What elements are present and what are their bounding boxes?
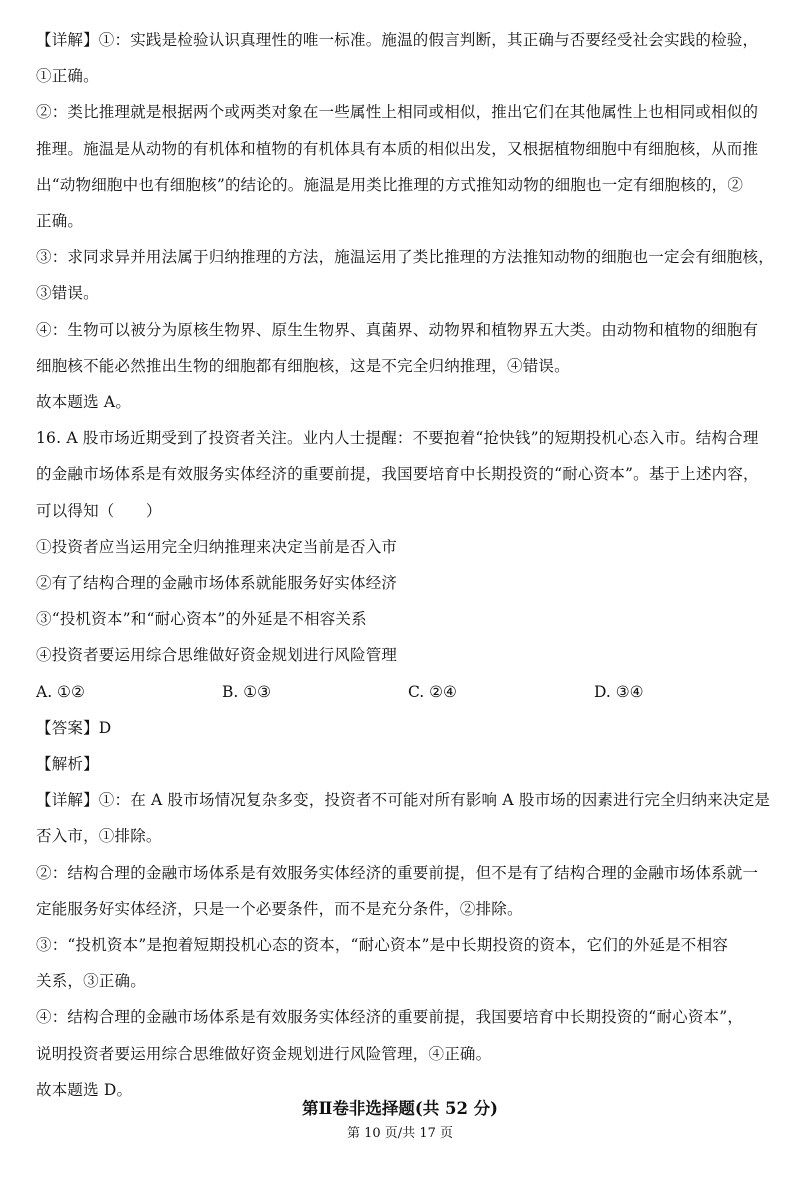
text-line: 定能服务好实体经济，只是一个必要条件，而不是充分条件，②排除。 — [36, 899, 523, 918]
question-stem: 16. A 股市场近期受到了投资者关注。业内人士提醒：不要抱着“抢快钱”的短期投机心态入市。结构合理 — [36, 429, 759, 448]
section-title: 第Ⅱ卷非选择题(共 52 分) — [302, 1099, 498, 1118]
option-c: C. ②④ — [408, 682, 457, 701]
statement-1: ①投资者应当运用完全归纳推理来决定当前是否入市 — [36, 537, 398, 556]
text-line: 【详解】①：实践是检验认识真理性的唯一标准。施温的假言判断，其正确与否要经受社会实践的检验， — [36, 31, 759, 49]
text-line: ③：求同求异并用法属于归纳推理的方法，施温运用了类比推理的方法推知动物的细胞也一定会有细胞核， — [36, 248, 774, 267]
text-line: 关系，③正确。 — [36, 972, 146, 991]
statement-2: ②有了结构合理的金融市场体系就能服务好实体经济 — [36, 574, 398, 593]
option-b: B. ①③ — [222, 682, 272, 701]
text-line: 说明投资者要运用综合思维做好资金规划进行风险管理，④正确。 — [36, 1044, 492, 1063]
text-line: ③：“投机资本”是抱着短期投机心态的资本，“耐心资本”是中长期投资的资本，它们的外延是不相容 — [36, 936, 728, 955]
text-line: 出“动物细胞中也有细胞核”的结论的。施温是用类比推理的方式推知动物的细胞也一定有细胞核的，② — [36, 175, 744, 194]
question-stem: 可以得知（ ） — [36, 501, 162, 520]
answer-conclusion: 故本题选 A。 — [36, 393, 132, 412]
text-line: ④：结构合理的金融市场体系是有效服务实体经济的重要前提，我国要培育中长期投资的“耐心资本”， — [36, 1008, 744, 1027]
text-line: ③错误。 — [36, 284, 99, 303]
answer-label: 【答案】D — [36, 718, 112, 737]
statement-3: ③“投机资本”和“耐心资本”的外延是不相容关系 — [36, 610, 367, 629]
text-line: 正确。 — [36, 212, 84, 231]
text-line: 否入市，①排除。 — [36, 827, 162, 846]
text-line: ②：结构合理的金融市场体系是有效服务实体经济的重要前提，但不是有了结构合理的金融市场体系就一 — [36, 863, 759, 882]
text-line: 细胞核不能必然推出生物的细胞都有细胞核，这是不完全归纳推理，④错误。 — [36, 356, 570, 375]
text-line: 【详解】①：在 A 股市场情况复杂多变，投资者不可能对所有影响 A 股市场的因素进行完全归纳来决定是 — [36, 791, 771, 810]
answer-conclusion: 故本题选 D。 — [36, 1080, 133, 1099]
page-footer: 第 10 页/共 17 页 — [347, 1126, 453, 1141]
text-line: ①正确。 — [36, 67, 99, 86]
text-line: ④：生物可以被分为原核生物界、原生生物界、真菌界、动物界和植物界五大类。由动物和植物的细胞有 — [36, 320, 759, 339]
document-body — [36, 22, 778, 1108]
option-a: A. ①② — [36, 682, 85, 701]
question-stem: 的金融市场体系是有效服务实体经济的重要前提，我国要培育中长期投资的“耐心资本”。基于上述内容， — [36, 465, 759, 484]
option-d: D. ③④ — [594, 682, 644, 701]
text-line: ②：类比推理就是根据两个或两类对象在一些属性上相同或相似，推出它们在其他属性上也相同或相似的 — [36, 103, 759, 122]
analysis-label: 【解析】 — [36, 755, 99, 774]
text-line: 推理。施温是从动物的有机体和植物的有机体具有本质的相似出发，又根据植物细胞中有细胞核，从而推 — [36, 139, 759, 158]
answer-options — [36, 674, 778, 710]
statement-4: ④投资者要运用综合思维做好资金规划进行风险管理 — [36, 646, 398, 665]
